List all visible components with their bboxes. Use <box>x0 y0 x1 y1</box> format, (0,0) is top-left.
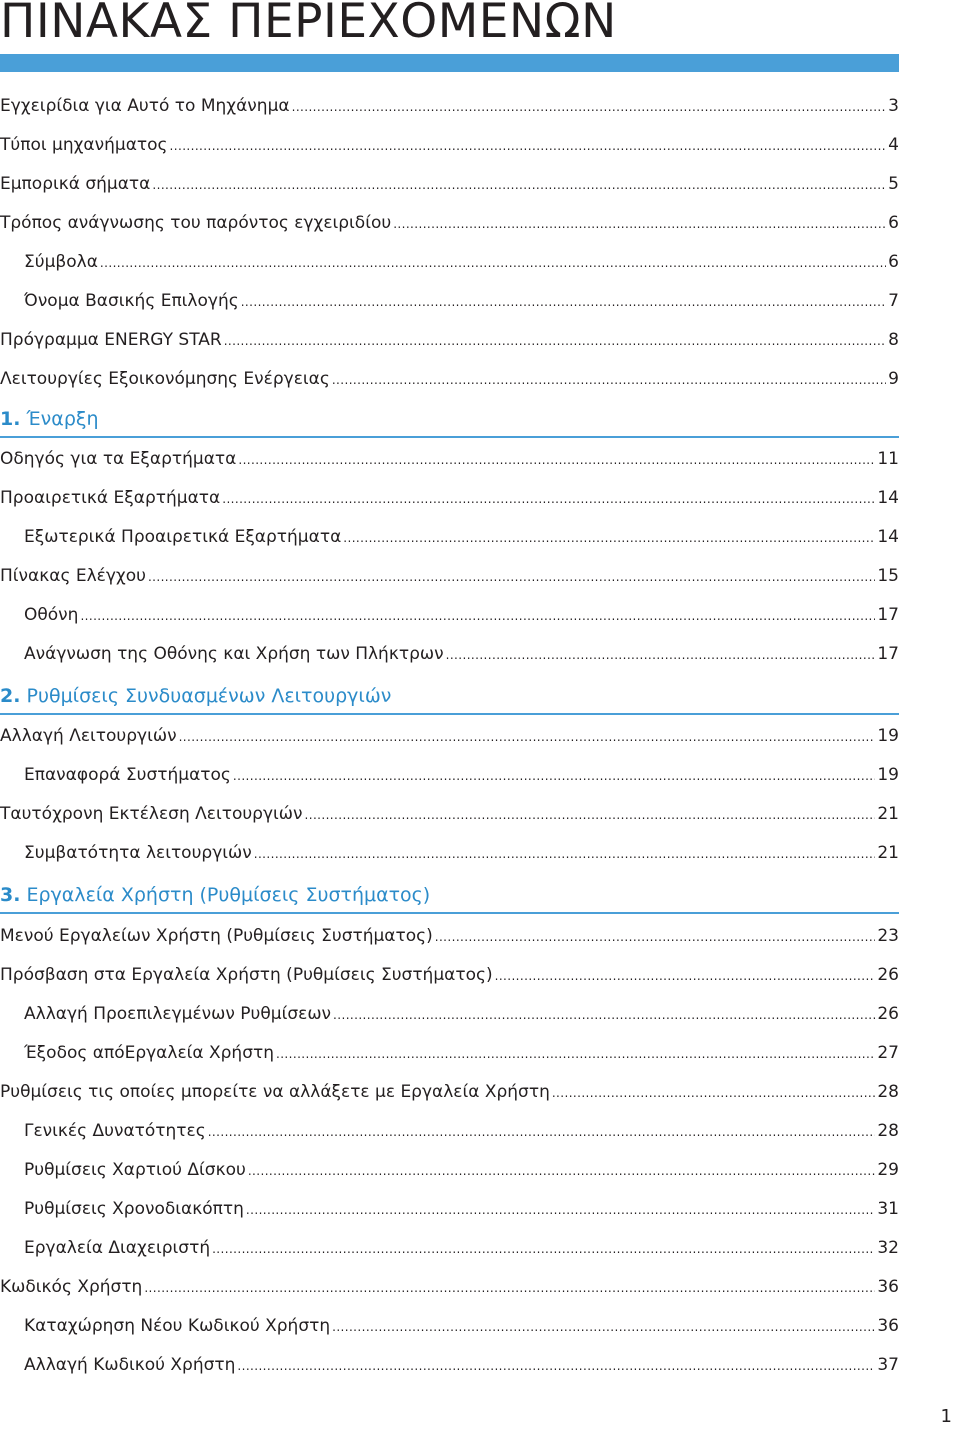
toc-entry-page: 7 <box>888 291 899 311</box>
toc-entry[interactable] <box>0 328 899 353</box>
dot-leader <box>495 964 876 988</box>
page-number: 1 <box>940 1406 952 1427</box>
toc-entry-label: Εγχειρίδια για Αυτό το Μηχάνημα <box>0 96 290 116</box>
dot-leader <box>80 604 875 628</box>
dot-leader <box>393 212 886 236</box>
toc-subentry[interactable] <box>0 642 899 667</box>
dot-leader <box>241 290 886 314</box>
dot-leader <box>152 173 886 197</box>
toc-entry-page: 21 <box>877 843 899 863</box>
toc-entry-label: Συμβατότητα λειτουργιών <box>24 843 252 863</box>
toc-entry-label: Ανάγνωση της Οθόνης και Χρήση των Πλήκτρων <box>24 644 444 664</box>
toc-subentry[interactable] <box>0 841 899 866</box>
toc-entry-page: 26 <box>877 965 899 985</box>
chapter-number: 2. <box>0 685 21 707</box>
toc-entry-label: Ρυθμίσεις Χρονοδιακόπτη <box>24 1199 244 1219</box>
dot-leader <box>254 842 876 866</box>
toc-subentry[interactable] <box>0 1041 899 1066</box>
toc-entry[interactable] <box>0 172 899 197</box>
toc-entry-page: 28 <box>877 1082 899 1102</box>
chapter-title: Εργαλεία Χρήστη (Ρυθμίσεις Συστήματος) <box>26 884 431 906</box>
toc-entry-label: Εξωτερικά Προαιρετικά Εξαρτήματα <box>24 527 342 547</box>
toc-entry[interactable] <box>0 447 899 472</box>
toc-entry-label: Αλλαγή Λειτουργιών <box>0 726 177 746</box>
toc-entry[interactable] <box>0 724 899 749</box>
toc-entry-label: Τρόπος ανάγνωσης του παρόντος εγχειριδίου <box>0 213 392 233</box>
toc-entry-label: Αλλαγή Προεπιλεγμένων Ρυθμίσεων <box>24 1004 332 1024</box>
toc-subentry[interactable] <box>0 1119 899 1144</box>
chapter-title: Έναρξη <box>26 408 99 430</box>
toc-entry-page: 26 <box>877 1004 899 1024</box>
toc-entry[interactable] <box>0 486 899 511</box>
toc-entry-label: Προαιρετικά Εξαρτήματα <box>0 488 221 508</box>
toc-entry-label: Τύποι μηχανήματος <box>0 135 168 155</box>
dot-leader <box>248 1159 876 1183</box>
toc-entry-label: Επαναφορά Συστήματος <box>24 765 231 785</box>
toc-subentry[interactable] <box>0 525 899 550</box>
toc-entry-label: Πρόσβαση στα Εργαλεία Χρήστη (Ρυθμίσεις Συστήματος) <box>0 965 493 985</box>
toc-entry-label: Σύμβολα <box>24 252 98 272</box>
toc-entry-page: 27 <box>877 1043 899 1063</box>
toc-entry-page: 15 <box>877 566 899 586</box>
dot-leader <box>332 1315 875 1339</box>
toc-entry-label: Ρυθμίσεις Χαρτιού Δίσκου <box>24 1160 246 1180</box>
dot-leader <box>100 251 886 275</box>
toc-entry-label: Γενικές Δυνατότητες <box>24 1121 206 1141</box>
dot-leader <box>276 1042 875 1066</box>
title-rule <box>0 54 899 72</box>
toc-entry-label: Εμπορικά σήματα <box>0 174 151 194</box>
dot-leader <box>238 448 875 472</box>
toc-entry-label: Ταυτόχρονη Εκτέλεση Λειτουργιών <box>0 804 303 824</box>
toc-subentry[interactable] <box>0 1314 899 1339</box>
toc-entry-label: Πίνακας Ελέγχου <box>0 566 146 586</box>
chapter-heading[interactable] <box>0 683 899 709</box>
dot-leader <box>237 1354 875 1378</box>
toc-entry-page: 19 <box>877 765 899 785</box>
dot-leader <box>224 329 886 353</box>
toc-entry-page: 28 <box>877 1121 899 1141</box>
toc-entry[interactable] <box>0 802 899 827</box>
dot-leader <box>148 565 875 589</box>
toc-entry-label: Οδηγός για τα Εξαρτήματα <box>0 449 237 469</box>
toc-entry[interactable] <box>0 211 899 236</box>
dot-leader <box>212 1237 875 1261</box>
toc-entry[interactable] <box>0 1080 899 1105</box>
toc-entry-label: Αλλαγή Κωδικού Χρήστη <box>24 1355 236 1375</box>
dot-leader <box>208 1120 876 1144</box>
toc-entry-page: 17 <box>877 644 899 664</box>
chapter-number: 1. <box>0 408 21 430</box>
toc-entry-label: Μενού Εργαλείων Χρήστη (Ρυθμίσεις Συστήματος) <box>0 926 433 946</box>
toc-entry-page: 6 <box>888 252 899 272</box>
toc-entry-page: 4 <box>888 135 899 155</box>
dot-leader <box>246 1198 875 1222</box>
toc-entry[interactable] <box>0 94 899 119</box>
dot-leader <box>343 526 875 550</box>
page-title: ΠΙΝΑΚΑΣ ΠΕΡΙΕΧΟΜΕΝΩΝ <box>0 0 617 49</box>
dot-leader <box>305 803 876 827</box>
toc-entry[interactable] <box>0 564 899 589</box>
toc-entry[interactable] <box>0 1275 899 1300</box>
toc-entry-label: Λειτουργίες Εξοικονόμησης Ενέργειας <box>0 369 330 389</box>
toc-subentry[interactable] <box>0 250 899 275</box>
toc-entry-page: 5 <box>888 174 899 194</box>
chapter-heading[interactable] <box>0 406 899 432</box>
toc-subentry[interactable] <box>0 1158 899 1183</box>
toc-entry-page: 9 <box>888 369 899 389</box>
toc-entry-page: 3 <box>888 96 899 116</box>
toc-entry-label: Εργαλεία Διαχειριστή <box>24 1238 211 1258</box>
toc-subentry[interactable] <box>0 1002 899 1027</box>
toc-entry[interactable] <box>0 963 899 988</box>
toc-entry-page: 31 <box>877 1199 899 1219</box>
toc-entry[interactable] <box>0 133 899 158</box>
chapter-rule <box>0 912 899 914</box>
toc-entry-page: 37 <box>877 1355 899 1375</box>
chapter-heading[interactable] <box>0 882 899 908</box>
toc-subentry[interactable] <box>0 603 899 628</box>
toc-entry-page: 36 <box>877 1277 899 1297</box>
toc-entry-page: 17 <box>877 605 899 625</box>
toc-entry[interactable] <box>0 367 899 392</box>
dot-leader <box>333 1003 875 1027</box>
toc-entry-label: Καταχώρηση Νέου Κωδικού Χρήστη <box>24 1316 331 1336</box>
dot-leader <box>332 368 886 392</box>
toc-entry-page: 32 <box>877 1238 899 1258</box>
toc-entry-label: Κωδικός Χρήστη <box>0 1277 143 1297</box>
toc-entry-label: Έξοδος απόΕργαλεία Χρήστη <box>24 1043 274 1063</box>
dot-leader <box>170 134 887 158</box>
dot-leader <box>144 1276 875 1300</box>
chapter-number: 3. <box>0 884 21 906</box>
toc-entry-page: 6 <box>888 213 899 233</box>
toc-entry-page: 8 <box>888 330 899 350</box>
chapter-title: Ρυθμίσεις Συνδυασμένων Λειτουργιών <box>26 685 392 707</box>
toc-entry-label: Οθόνη <box>24 605 79 625</box>
toc-subentry[interactable] <box>0 763 899 788</box>
chapter-rule <box>0 436 899 438</box>
toc-entry-page: 29 <box>877 1160 899 1180</box>
toc-entry-page: 36 <box>877 1316 899 1336</box>
chapter-rule <box>0 713 899 715</box>
toc-subentry[interactable] <box>0 1236 899 1261</box>
toc-entry-page: 14 <box>877 488 899 508</box>
dot-leader <box>435 925 876 949</box>
toc-entry-page: 19 <box>877 726 899 746</box>
dot-leader <box>233 764 875 788</box>
dot-leader <box>552 1081 876 1105</box>
toc-subentry[interactable] <box>0 1197 899 1222</box>
toc-entry-label: Πρόγραμμα ENERGY STAR <box>0 330 222 350</box>
dot-leader <box>446 643 876 667</box>
toc-entry-label: Ρυθμίσεις τις οποίες μπορείτε να αλλάξετε με Εργαλεία Χρήστη <box>0 1082 550 1102</box>
toc-entry-page: 11 <box>877 449 899 469</box>
dot-leader <box>179 725 876 749</box>
dot-leader <box>222 487 875 511</box>
toc-entry[interactable] <box>0 924 899 949</box>
toc-entry-page: 21 <box>877 804 899 824</box>
toc-subentry[interactable] <box>0 289 899 314</box>
dot-leader <box>292 95 887 119</box>
toc-entry-label: Όνομα Βασικής Επιλογής <box>24 291 239 311</box>
toc-entry-page: 14 <box>877 527 899 547</box>
toc-subentry[interactable] <box>0 1353 899 1378</box>
toc-entry-page: 23 <box>877 926 899 946</box>
